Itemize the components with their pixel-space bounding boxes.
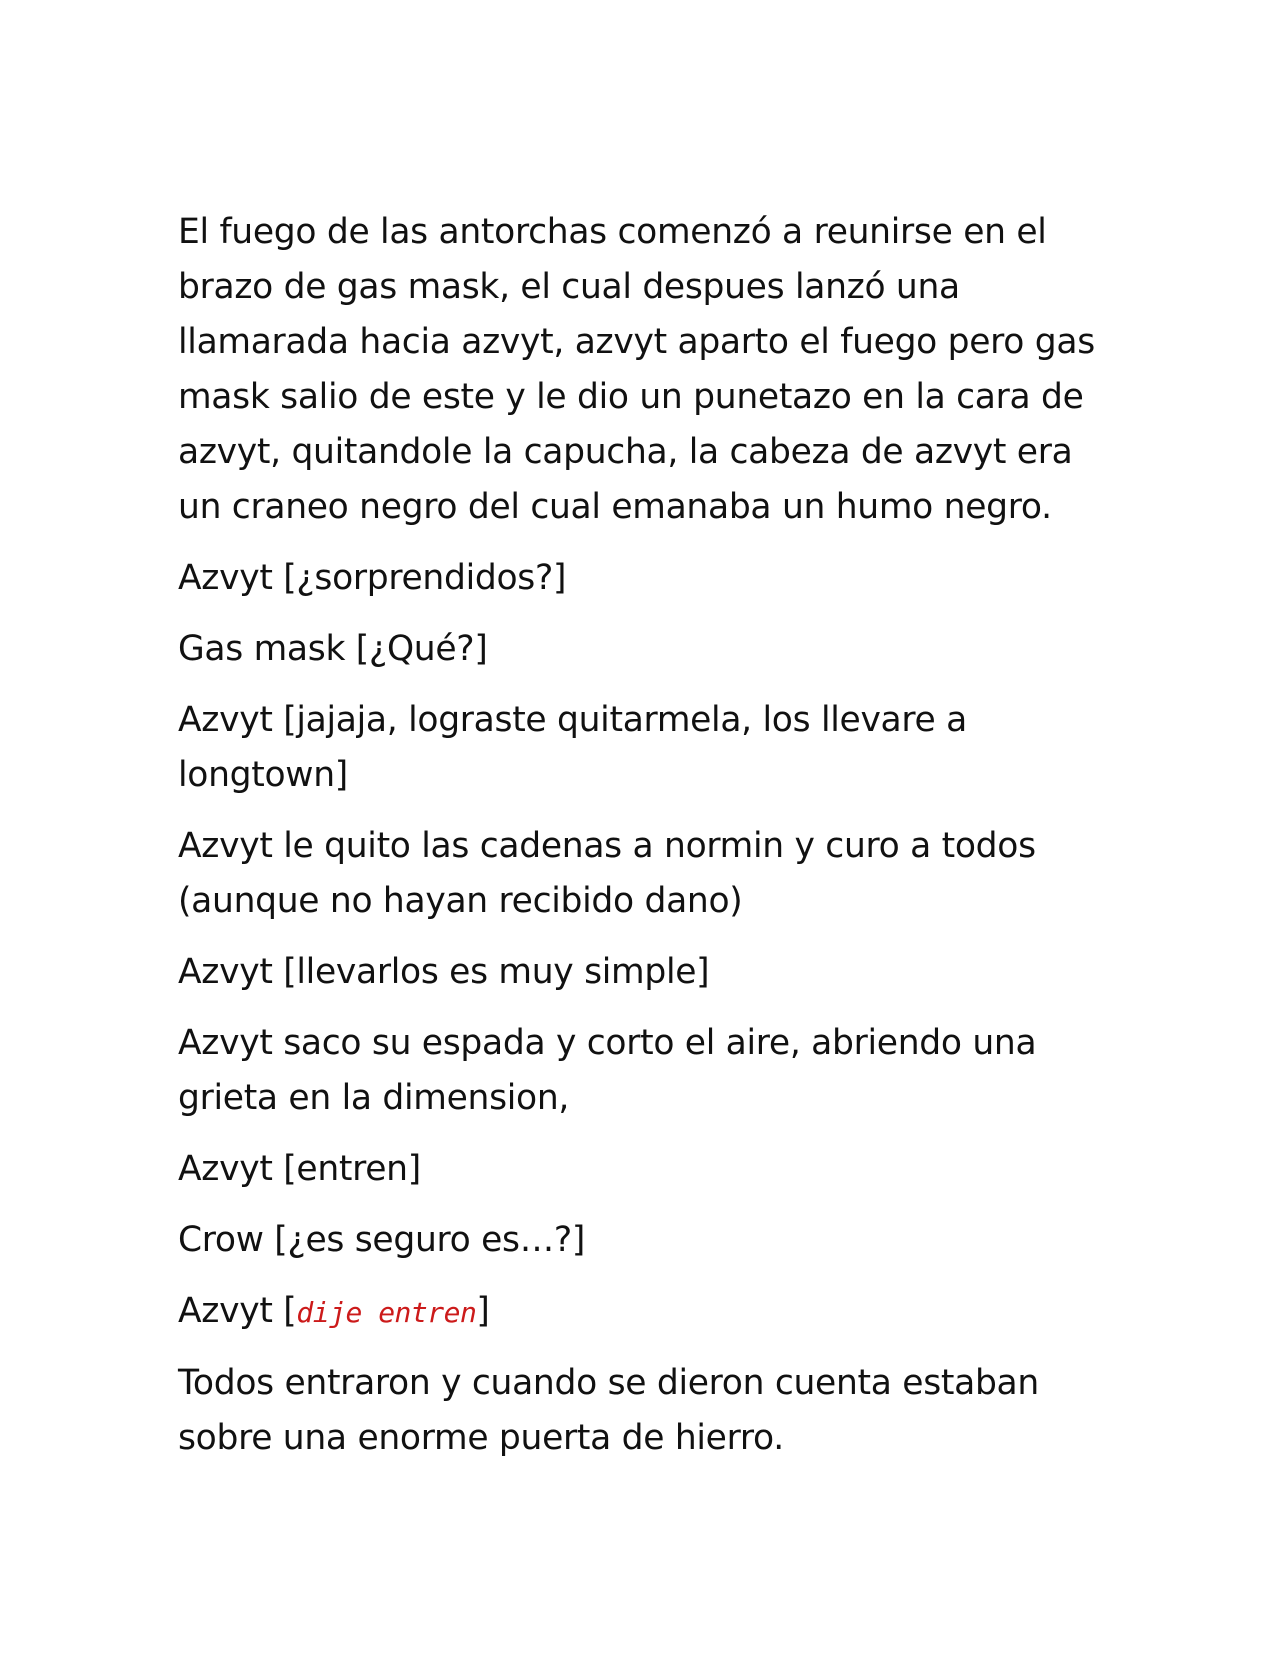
paragraph-dialogue-gasmask-what: Gas mask [¿Qué?] — [178, 629, 488, 669]
dialogue-prefix: Azvyt [ — [178, 1291, 297, 1331]
paragraph-dialogue-crow: Crow [¿es seguro es…?] — [178, 1220, 586, 1260]
paragraph-narration-fire: El fuego de las antorchas comenzó a reunirse en el brazo de gas mask, el cual despues lanzó una llamarada hacia azvyt, azvyt aparto el fuego pero gas mask salio de este y le dio un punetazo en la cara de azvyt, quitandole la capucha, la cabeza de azvyt era un craneo negro del cual emanaba un humo negro. — [178, 212, 1095, 527]
paragraph-dialogue-azvyt-surprised: Azvyt [¿sorprendidos?] — [178, 558, 567, 598]
paragraph-narration-sword: Azvyt saco su espada y corto el aire, abriendo una grieta en la dimension, — [178, 1023, 1037, 1118]
paragraph-dialogue-azvyt-enter: Azvyt [entren] — [178, 1149, 421, 1189]
paragraph-narration-chains: Azvyt le quito las cadenas a normin y curo a todos (aunque no hayan recibido dano) — [178, 826, 1036, 921]
paragraph-dialogue-azvyt-simple: Azvyt [llevarlos es muy simple] — [178, 952, 710, 992]
paragraph-dialogue-azvyt-longtown: Azvyt [jajaja, lograste quitarmela, los llevare a longtown] — [178, 700, 967, 795]
paragraph-narration-iron-door: Todos entraron y cuando se dieron cuenta estaban sobre una enorme puerta de hierro. — [178, 1363, 1039, 1458]
highlighted-red-text: dije entren — [296, 1296, 477, 1329]
paragraph-dialogue-azvyt-i-said-enter — [178, 1284, 1098, 1340]
dialogue-suffix: ] — [476, 1291, 490, 1331]
story-text — [178, 205, 1098, 1482]
